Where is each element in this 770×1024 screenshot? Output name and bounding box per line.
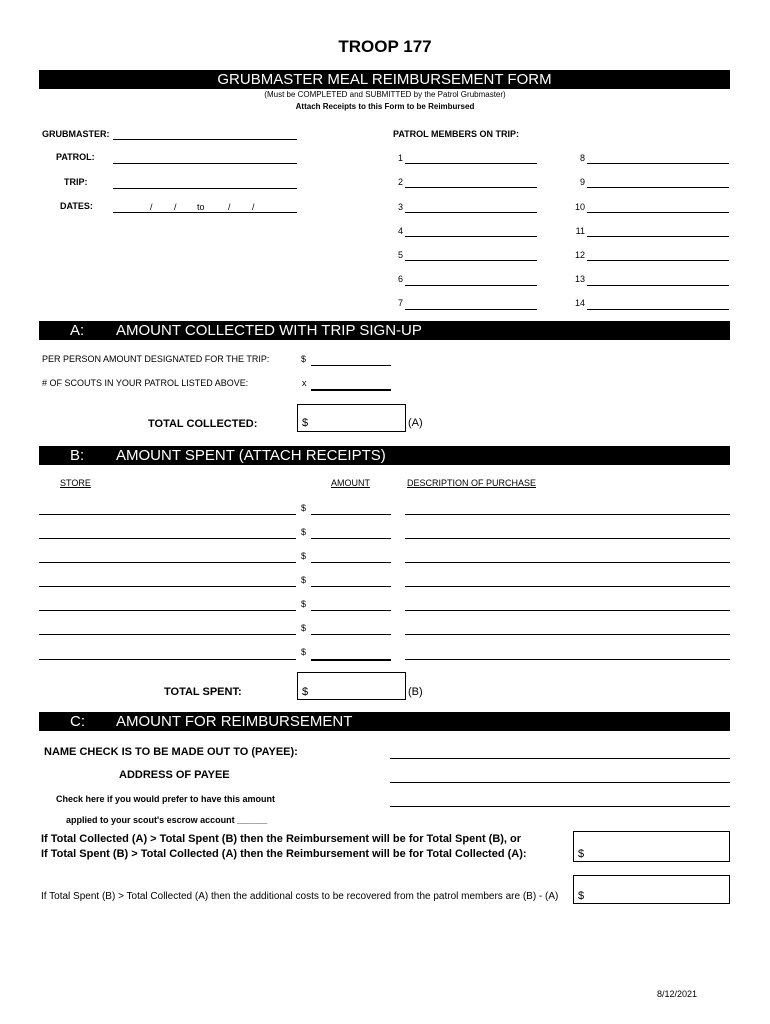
total-spent-tag: (B) xyxy=(408,686,423,698)
total-collected-label: TOTAL COLLECTED: xyxy=(148,418,258,430)
amount-field[interactable] xyxy=(311,538,391,539)
grubmaster-field[interactable] xyxy=(113,139,297,140)
date-slash: / xyxy=(150,202,153,212)
amount-field[interactable] xyxy=(311,562,391,563)
member-number: 4 xyxy=(397,226,403,236)
form-note-1: (Must be COMPLETED and SUBMITTED by the Patrol Grubmaster) xyxy=(264,90,506,99)
member-field[interactable] xyxy=(587,212,729,213)
amount-dollar: $ xyxy=(301,527,307,537)
description-field[interactable] xyxy=(405,562,730,563)
dates-label: DATES: xyxy=(60,201,93,211)
grubmaster-label: GRUBMASTER: xyxy=(42,129,110,139)
total-collected-tag: (A) xyxy=(408,417,423,429)
additional-costs-box[interactable] xyxy=(573,875,730,904)
description-field[interactable] xyxy=(405,586,730,587)
description-field[interactable] xyxy=(405,610,730,611)
amount-field[interactable] xyxy=(311,659,391,661)
amount-dollar: $ xyxy=(301,551,307,561)
scouts-count-label: # OF SCOUTS IN YOUR PATROL LISTED ABOVE: xyxy=(42,378,249,388)
amount-field[interactable] xyxy=(311,514,391,515)
total-spent-box[interactable] xyxy=(297,672,406,700)
reimbursement-rule-2: If Total Spent (B) > Total Collected (A) then the Reimbursement will be for Total Collected (A): xyxy=(41,848,527,860)
amount-dollar: $ xyxy=(301,647,307,657)
amount-field[interactable] xyxy=(311,610,391,611)
store-field[interactable] xyxy=(39,514,296,515)
amount-dollar: $ xyxy=(301,503,307,513)
member-field[interactable] xyxy=(405,212,537,213)
date-slash: / xyxy=(228,202,231,212)
trip-field[interactable] xyxy=(113,188,297,189)
store-field[interactable] xyxy=(39,659,296,660)
amount-dollar: $ xyxy=(301,575,307,585)
member-field[interactable] xyxy=(405,163,537,164)
member-field[interactable] xyxy=(405,236,537,237)
member-number: 5 xyxy=(397,250,403,260)
page-title: TROOP 177 xyxy=(338,37,432,56)
reimbursement-rule-1: If Total Collected (A) > Total Spent (B) then the Reimbursement will be for Total Spent (B), or xyxy=(41,833,522,845)
form-title-band xyxy=(39,70,730,89)
member-field[interactable] xyxy=(405,187,537,188)
section-b-letter: B: xyxy=(70,447,85,464)
member-number: 10 xyxy=(574,202,585,212)
escrow-check-label-2[interactable]: applied to your scout's escrow account ______ xyxy=(66,815,268,825)
member-number: 6 xyxy=(397,274,403,284)
store-field[interactable] xyxy=(39,586,296,587)
dates-field[interactable] xyxy=(113,212,297,213)
amount-column-header: AMOUNT xyxy=(331,478,370,488)
member-number: 7 xyxy=(397,298,403,308)
reimbursement-dollar: $ xyxy=(578,848,585,860)
member-number: 14 xyxy=(574,298,585,308)
member-number: 2 xyxy=(397,177,403,187)
member-field[interactable] xyxy=(587,285,729,286)
amount-field[interactable] xyxy=(311,586,391,587)
member-field[interactable] xyxy=(587,163,729,164)
payee-address-field-2[interactable] xyxy=(390,806,730,807)
store-field[interactable] xyxy=(39,538,296,539)
total-spent-label: TOTAL SPENT: xyxy=(164,686,242,698)
section-c-letter: C: xyxy=(70,713,85,730)
patrol-members-label: PATROL MEMBERS ON TRIP: xyxy=(393,129,519,139)
escrow-check-label-1: Check here if you would prefer to have this amount xyxy=(56,794,276,804)
member-number: 12 xyxy=(574,250,585,260)
member-field[interactable] xyxy=(405,285,537,286)
per-person-field[interactable] xyxy=(311,365,391,366)
footer-date: 8/12/2021 xyxy=(657,989,698,999)
additional-costs-dollar: $ xyxy=(578,890,585,902)
member-number: 11 xyxy=(575,226,585,236)
description-field[interactable] xyxy=(405,538,730,539)
store-field[interactable] xyxy=(39,634,296,635)
total-spent-dollar: $ xyxy=(302,686,309,698)
date-slash: / xyxy=(174,202,177,212)
member-number: 8 xyxy=(579,153,585,163)
section-c-band xyxy=(39,712,730,731)
member-number: 1 xyxy=(397,153,403,163)
patrol-label: PATROL: xyxy=(56,152,95,162)
additional-costs-label: If Total Spent (B) > Total Collected (A) then the additional costs to be recovered from the patrol members are (B) - (A) xyxy=(41,891,559,902)
date-slash: / xyxy=(252,202,255,212)
total-collected-dollar: $ xyxy=(302,417,309,429)
trip-label: TRIP: xyxy=(64,177,88,187)
member-number: 9 xyxy=(579,177,585,187)
store-column-header: STORE xyxy=(60,478,91,488)
member-field[interactable] xyxy=(587,260,729,261)
description-field[interactable] xyxy=(405,514,730,515)
payee-address-label: ADDRESS OF PAYEE xyxy=(119,769,230,781)
payee-label: NAME CHECK IS TO BE MADE OUT TO (PAYEE): xyxy=(44,746,298,758)
per-person-label: PER PERSON AMOUNT DESIGNATED FOR THE TRIP: xyxy=(42,354,270,364)
scouts-times-sign: x xyxy=(302,378,307,388)
store-field[interactable] xyxy=(39,610,296,611)
payee-address-field[interactable] xyxy=(390,782,730,783)
payee-field[interactable] xyxy=(390,758,730,759)
per-person-dollar: $ xyxy=(301,354,307,364)
member-field[interactable] xyxy=(587,187,729,188)
amount-dollar: $ xyxy=(301,623,307,633)
date-to-label: to xyxy=(197,202,205,212)
form-note-2: Attach Receipts to this Form to be Reimbursed xyxy=(295,102,475,111)
reimbursement-amount-box[interactable] xyxy=(573,831,730,862)
section-a-letter: A: xyxy=(70,322,85,339)
form-title: GRUBMASTER MEAL REIMBURSEMENT FORM xyxy=(217,71,552,88)
member-number: 3 xyxy=(397,202,403,212)
amount-field[interactable] xyxy=(311,634,391,635)
member-number: 13 xyxy=(574,274,585,284)
section-b-band xyxy=(39,446,730,465)
section-a-title: AMOUNT COLLECTED WITH TRIP SIGN-UP xyxy=(116,322,422,339)
member-field[interactable] xyxy=(405,309,537,310)
section-b-title: AMOUNT SPENT (ATTACH RECEIPTS) xyxy=(116,447,386,464)
total-collected-box[interactable] xyxy=(297,404,406,432)
description-field[interactable] xyxy=(405,659,730,660)
section-c-title: AMOUNT FOR REIMBURSEMENT xyxy=(116,713,353,730)
member-field[interactable] xyxy=(587,309,729,310)
amount-dollar: $ xyxy=(301,599,307,609)
member-field[interactable] xyxy=(587,236,729,237)
description-column-header: DESCRIPTION OF PURCHASE xyxy=(407,478,537,488)
store-field[interactable] xyxy=(39,562,296,563)
scouts-count-field[interactable] xyxy=(311,389,391,391)
description-field[interactable] xyxy=(405,634,730,635)
member-field[interactable] xyxy=(405,260,537,261)
section-a-band xyxy=(39,321,730,340)
patrol-field[interactable] xyxy=(113,163,297,164)
